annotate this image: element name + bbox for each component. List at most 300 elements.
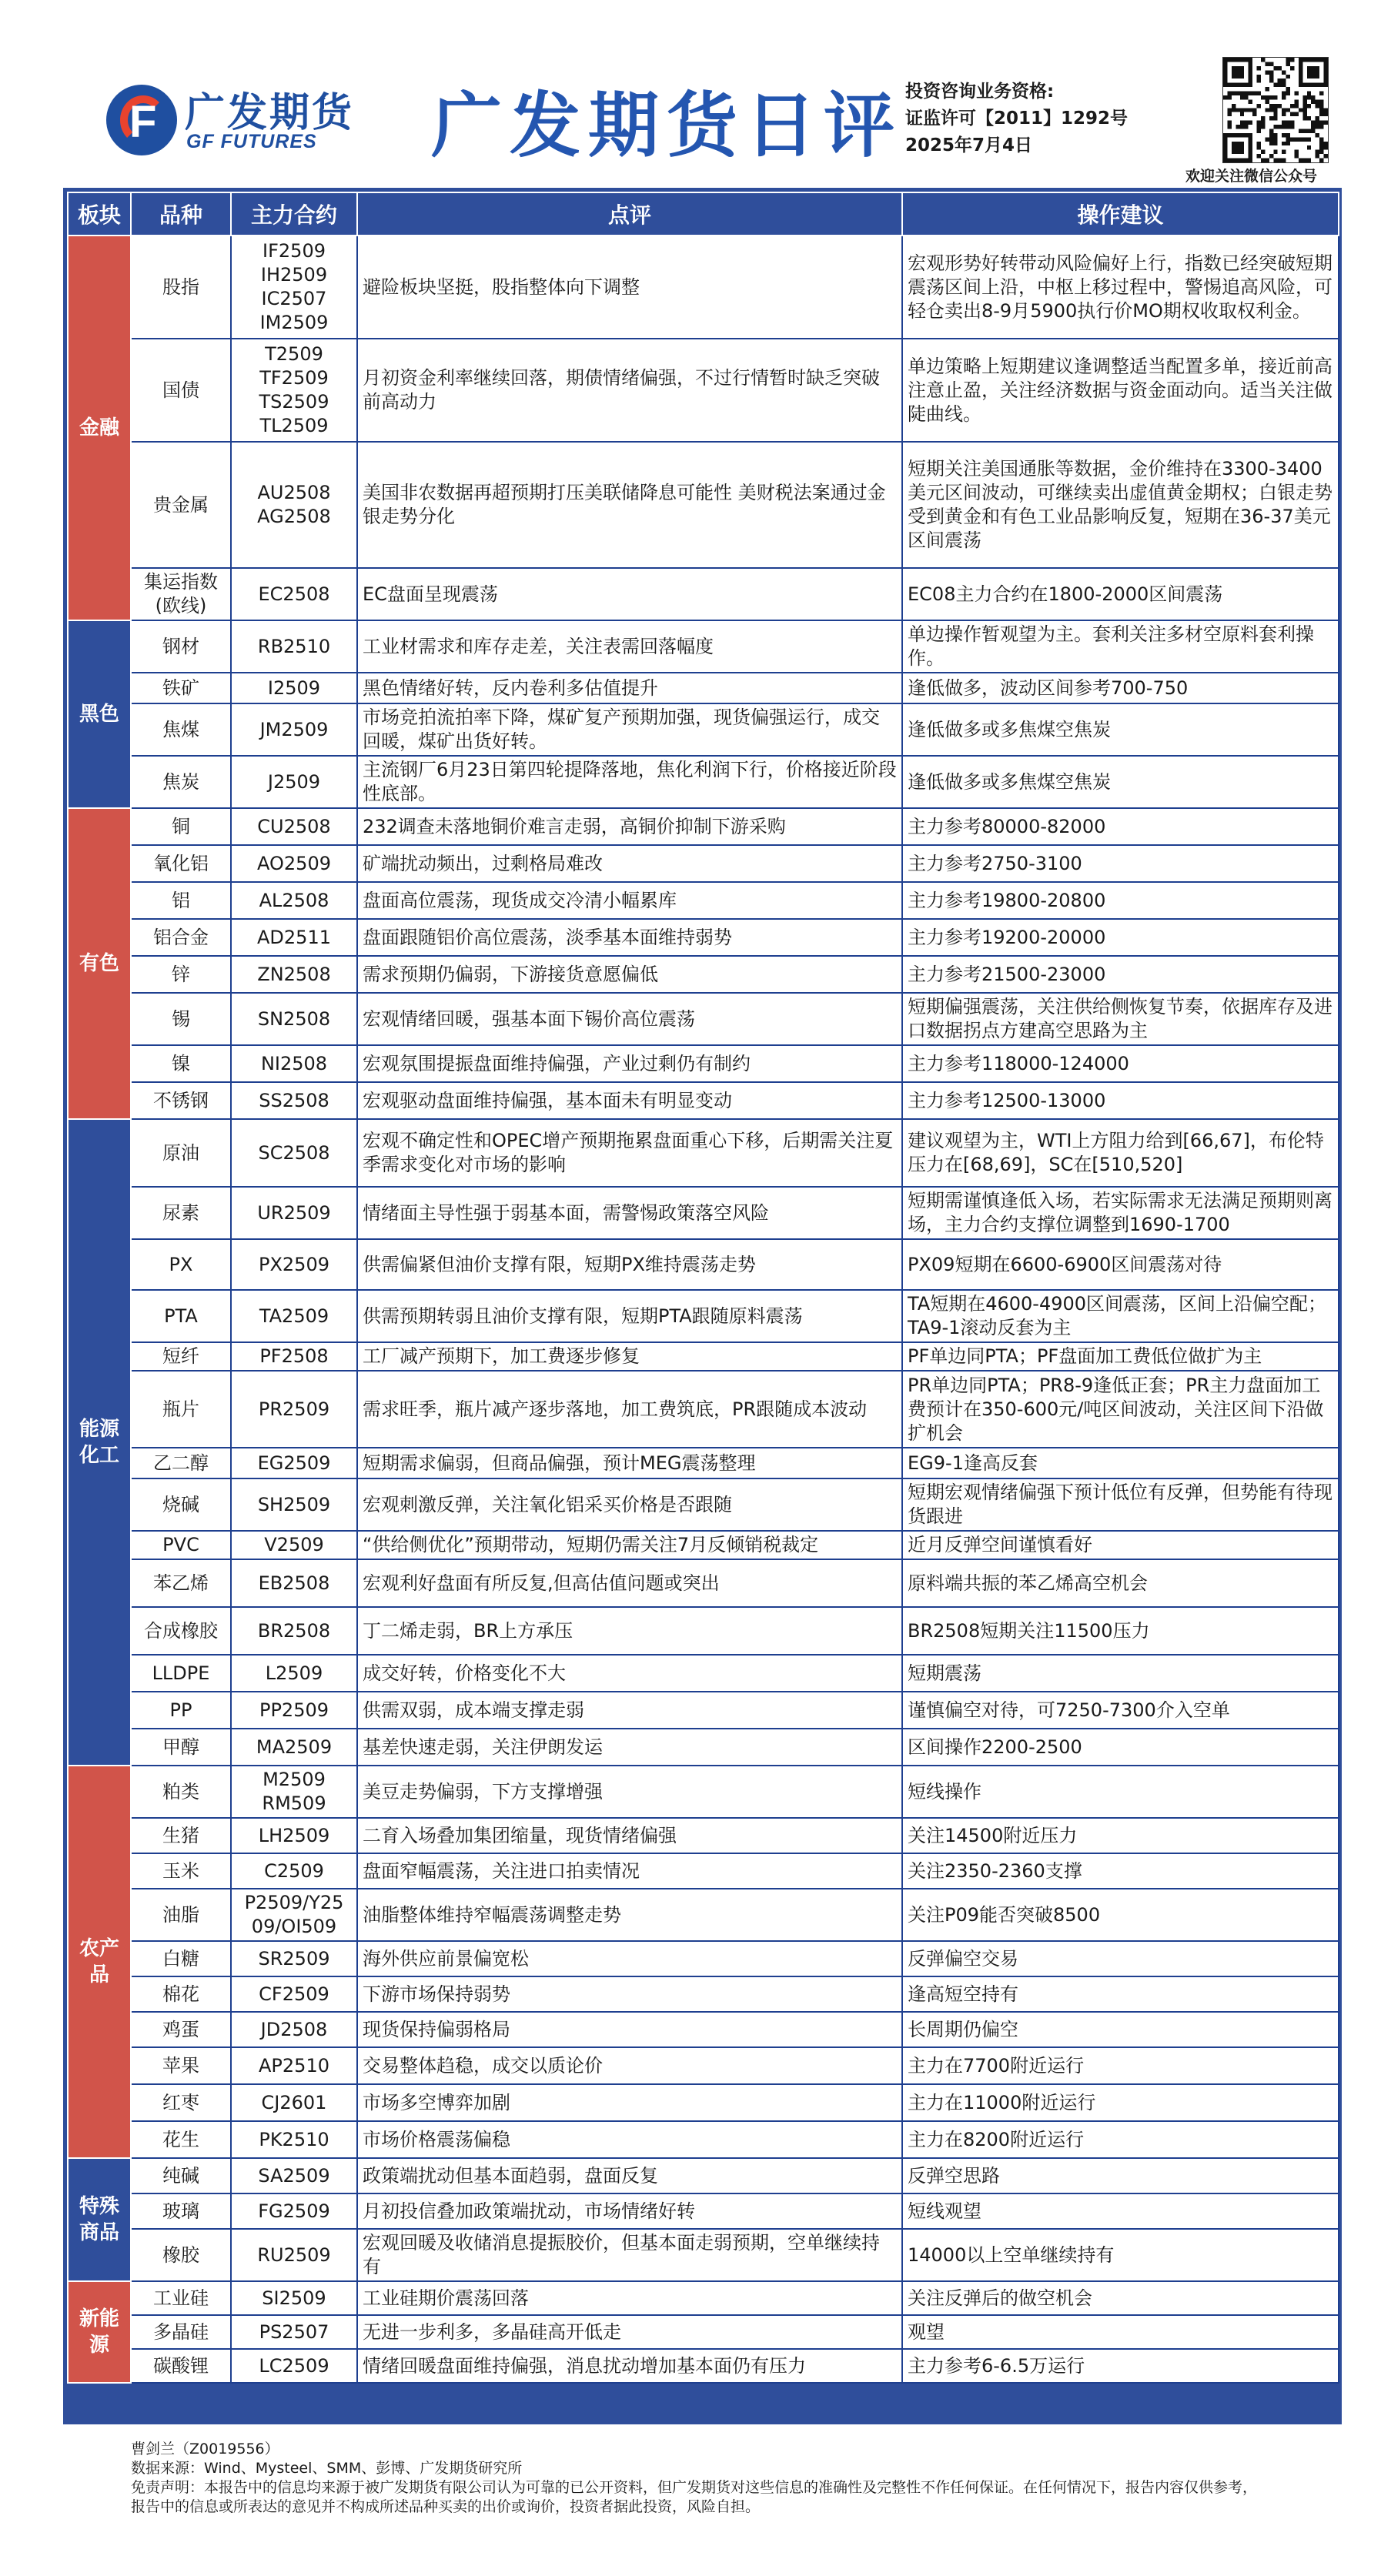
advice-cell: 逢高短空持有 — [902, 1976, 1339, 2012]
advice-cell: 主力参考6-6.5万运行 — [902, 2349, 1339, 2383]
table-row — [68, 1607, 1339, 1655]
advice-cell: 原料端共振的苯乙烯高空机会 — [902, 1559, 1339, 1607]
qr-module — [1269, 142, 1273, 145]
logo-letter: F — [129, 97, 157, 147]
qr-module — [1257, 75, 1261, 79]
qr-module — [1261, 150, 1265, 154]
qr-module — [1265, 108, 1269, 112]
comment-cell: 232调查未落地铜价难言走弱，高铜价抑制下游采购 — [357, 808, 902, 845]
comment-cell: 宏观驱动盘面维持偏强，基本面未有明显变动 — [357, 1082, 902, 1119]
comment-cell: 宏观不确定性和OPEC增产预期拖累盘面重心下移，后期需关注夏季需求变化对市场的影响 — [357, 1119, 902, 1187]
contract-cell: BR2508 — [231, 1607, 357, 1655]
qr-module — [1282, 92, 1286, 95]
advice-cell: 短线观望 — [902, 2193, 1339, 2229]
variety-cell: 镍 — [131, 1045, 231, 1082]
variety-cell: 铝合金 — [131, 919, 231, 956]
qr-module — [1278, 104, 1282, 108]
qr-module — [1294, 104, 1298, 108]
advice-cell: 长周期仍偏空 — [902, 2012, 1339, 2047]
disclaimer-line: 报告中的信息或所表达的意见并不构成所述品种买卖的出价或询价，投资者据此投资，风险自担。 — [131, 2498, 761, 2515]
variety-cell: 锡 — [131, 993, 231, 1045]
qr-module — [1227, 92, 1231, 95]
contract-cell: L2509 — [231, 1655, 357, 1692]
comment-cell: 盘面窄幅震荡，关注进口拍卖情况 — [357, 1853, 902, 1889]
qr-module — [1302, 95, 1306, 99]
contract-cell: PK2510 — [231, 2121, 357, 2158]
qr-module — [1299, 159, 1302, 162]
qr-module — [1269, 133, 1273, 137]
variety-cell: 玉米 — [131, 1853, 231, 1889]
variety-cell: 股指 — [131, 236, 231, 339]
variety-cell: 红枣 — [131, 2084, 231, 2121]
table-row — [68, 703, 1339, 756]
qr-module — [1282, 95, 1286, 99]
qr-module — [1294, 137, 1298, 141]
qr-module — [1240, 121, 1244, 125]
qr-module — [1265, 70, 1269, 74]
qr-module — [1282, 159, 1286, 162]
contract-cell: LC2509 — [231, 2349, 357, 2383]
qr-module — [1261, 159, 1265, 162]
qr-module — [1273, 66, 1277, 70]
contract-cell: SC2508 — [231, 1119, 357, 1187]
table-row — [68, 919, 1339, 956]
contract-cell: SN2508 — [231, 993, 357, 1045]
advice-cell: BR2508短期关注11500压力 — [902, 1607, 1339, 1655]
comment-cell: 工业材需求和库存走差，关注表需回落幅度 — [357, 620, 902, 673]
qr-module — [1286, 108, 1290, 112]
qr-module — [1319, 150, 1323, 154]
table-row — [68, 568, 1339, 620]
table-row — [68, 1941, 1339, 1976]
contract-cell: TA2509 — [231, 1290, 357, 1342]
comment-cell: 成交好转，价格变化不大 — [357, 1655, 902, 1692]
qr-module — [1307, 92, 1311, 95]
qr-module — [1311, 125, 1315, 129]
variety-cell: 甲醇 — [131, 1729, 231, 1766]
qr-module — [1227, 112, 1231, 116]
qr-module — [1244, 95, 1248, 99]
comment-cell: 二育入场叠加集团缩量，现货情绪偏强 — [357, 1818, 902, 1853]
variety-cell: 原油 — [131, 1119, 231, 1187]
advice-cell: 观望 — [902, 2315, 1339, 2349]
contract-cell: JD2508 — [231, 2012, 357, 2047]
report-footer — [131, 2440, 1332, 2517]
sector-cell — [68, 236, 131, 620]
comment-cell: 美豆走势偏弱，下方支撑增强 — [357, 1766, 902, 1818]
contract-cell: SH2509 — [231, 1478, 357, 1531]
comment-cell: 海外供应前景偏宽松 — [357, 1941, 902, 1976]
variety-cell: 乙二醇 — [131, 1448, 231, 1478]
table-row — [68, 1818, 1339, 1853]
qr-module — [1249, 108, 1252, 112]
sector-label: 能源 化工 — [79, 1418, 119, 1467]
variety-cell: 钢材 — [131, 620, 231, 673]
qr-module — [1294, 99, 1298, 103]
comment-cell: 油脂整体维持窄幅震荡调整走势 — [357, 1889, 902, 1941]
advice-cell: 短线操作 — [902, 1766, 1339, 1818]
qr-module — [1319, 108, 1323, 112]
table-header-row — [68, 192, 1339, 236]
sector-cell — [68, 620, 131, 808]
variety-cell: 花生 — [131, 2121, 231, 2158]
table-body — [68, 236, 1339, 2383]
qr-module — [1290, 125, 1294, 129]
logo-chinese-name: 广发期货 — [185, 90, 355, 136]
qr-module — [1282, 70, 1286, 74]
comment-cell: 避险板块坚挺，股指整体向下调整 — [357, 236, 902, 339]
advice-cell: 谨慎偏空对待，可7250-7300介入空单 — [902, 1692, 1339, 1729]
table-row — [68, 2121, 1339, 2158]
advice-cell: 主力在11000附近运行 — [902, 2084, 1339, 2121]
variety-cell: 油脂 — [131, 1889, 231, 1941]
variety-cell: 纯碱 — [131, 2158, 231, 2193]
qr-module — [1302, 137, 1306, 141]
qr-module — [1232, 108, 1236, 112]
variety-cell: 玻璃 — [131, 2193, 231, 2229]
qr-module — [1307, 137, 1311, 141]
comment-cell: 工厂减产预期下，加工费逐步修复 — [357, 1342, 902, 1371]
qr-module — [1299, 108, 1302, 112]
analyst-line: 曹剑兰（Z0019556） — [131, 2441, 279, 2457]
advice-cell: 关注P09能否突破8500 — [902, 1889, 1339, 1941]
header-sector: 板块 — [68, 192, 131, 236]
table-row — [68, 339, 1339, 442]
qr-module — [1269, 108, 1273, 112]
qr-module — [1286, 62, 1290, 65]
qr-module — [1252, 112, 1256, 116]
variety-cell: 铁矿 — [131, 673, 231, 703]
qr-module — [1269, 104, 1273, 108]
qr-module — [1257, 142, 1261, 145]
table-row — [68, 2047, 1339, 2084]
advice-cell: 短期关注美国通胀等数据，金价维持在3300-3400美元区间波动，可继续卖出虚值黄金期权；白银走势受到黄金和有色工业品影响反复，短期在36-37美元区间震荡 — [902, 442, 1339, 568]
qr-module — [1269, 62, 1273, 65]
contract-cell: C2509 — [231, 1853, 357, 1889]
qr-module — [1257, 121, 1261, 125]
qr-module — [1240, 112, 1244, 116]
variety-cell: 焦炭 — [131, 756, 231, 808]
qualification-info — [905, 79, 1128, 159]
qr-module — [1294, 92, 1298, 95]
qr-module — [1319, 137, 1323, 141]
qr-module — [1278, 125, 1282, 129]
qr-module — [1252, 92, 1256, 95]
daily-review-table-frame — [63, 188, 1342, 2424]
qr-module — [1227, 125, 1231, 129]
sector-cell — [68, 808, 131, 1119]
qr-module — [1307, 66, 1319, 79]
qr-module — [1244, 108, 1248, 112]
comment-cell: 供需预期转弱且油价支撑有限，短期PTA跟随原料震荡 — [357, 1290, 902, 1342]
advice-cell: 逢低做多，波动区间参考700-750 — [902, 673, 1339, 703]
variety-cell: 氧化铝 — [131, 845, 231, 882]
variety-cell: 瓶片 — [131, 1371, 231, 1448]
qr-module — [1302, 116, 1306, 120]
contract-cell: CF2509 — [231, 1976, 357, 2012]
qr-module — [1316, 116, 1319, 120]
qr-module — [1273, 116, 1277, 120]
report-date: 2025年7月4日 — [905, 135, 1033, 155]
qr-module — [1324, 145, 1328, 149]
qr-module — [1269, 70, 1273, 74]
contract-cell: P2509/Y25 09/OI509 — [231, 1889, 357, 1941]
qr-module — [1261, 116, 1265, 120]
header-contract: 主力合约 — [231, 192, 357, 236]
contract-cell: AP2510 — [231, 2047, 357, 2084]
qr-module — [1269, 129, 1273, 132]
comment-cell: 情绪面主导性强于弱基本面，需警惕政策落空风险 — [357, 1187, 902, 1239]
qr-module — [1319, 159, 1323, 162]
variety-cell: 橡胶 — [131, 2229, 231, 2281]
qr-module — [1273, 137, 1277, 141]
comment-cell: 宏观回暖及收储消息提振胶价，但基本面走弱预期，空单继续持有 — [357, 2229, 902, 2281]
qr-module — [1282, 125, 1286, 129]
qr-module — [1299, 137, 1302, 141]
qr-module — [1269, 95, 1273, 99]
qr-module — [1265, 87, 1269, 91]
qr-module — [1294, 154, 1298, 158]
variety-cell: 锌 — [131, 956, 231, 993]
qr-module — [1269, 137, 1273, 141]
qr-module — [1227, 121, 1231, 125]
qr-module — [1286, 87, 1290, 91]
advice-cell: 主力参考19800-20800 — [902, 882, 1339, 919]
contract-cell: PS2507 — [231, 2315, 357, 2349]
comment-cell: 丁二烯走弱，BR上方承压 — [357, 1607, 902, 1655]
wechat-qr-code-icon[interactable] — [1222, 57, 1329, 163]
variety-cell: 苹果 — [131, 2047, 231, 2084]
qr-module — [1273, 133, 1277, 137]
variety-cell: PVC — [131, 1531, 231, 1559]
qr-module — [1319, 142, 1323, 145]
variety-cell: 生猪 — [131, 1818, 231, 1853]
qr-module — [1282, 142, 1286, 145]
table-row — [68, 1290, 1339, 1342]
contract-cell: SA2509 — [231, 2158, 357, 2193]
table-row — [68, 1082, 1339, 1119]
qr-module — [1302, 104, 1306, 108]
contract-cell: AU2508 AG2508 — [231, 442, 357, 568]
comment-cell: 美国非农数据再超预期打压美联储降息可能性 美财税法案通过金银走势分化 — [357, 442, 902, 568]
advice-cell: PF单边同PTA；PF盘面加工费低位做扩为主 — [902, 1342, 1339, 1371]
variety-cell: 尿素 — [131, 1187, 231, 1239]
table-row — [68, 442, 1339, 568]
qr-module — [1311, 99, 1315, 103]
comment-cell: 短期需求偏弱，但商品偏强，预计MEG震荡整理 — [357, 1448, 902, 1478]
qr-module — [1278, 66, 1282, 70]
qr-module — [1282, 150, 1286, 154]
qr-module — [1286, 92, 1290, 95]
qr-module — [1286, 142, 1290, 145]
qr-module — [1278, 159, 1282, 162]
qr-module — [1290, 121, 1294, 125]
advice-cell: PR单边同PTA；PR8-9逢低正套；PR主力盘面加工费预计在350-600元/吨区间波动，关注区间下沿做扩机会 — [902, 1371, 1339, 1448]
qr-module — [1302, 108, 1306, 112]
table-row — [68, 845, 1339, 882]
table-row — [68, 2158, 1339, 2193]
advice-cell: EG9-1逢高反套 — [902, 1448, 1339, 1478]
advice-cell: 短期宏观情绪偏强下预计低位有反弹，但势能有待现货跟进 — [902, 1478, 1339, 1531]
qr-module — [1252, 108, 1256, 112]
comment-cell: 供需双弱，成本端支撑走弱 — [357, 1692, 902, 1729]
table-row — [68, 1448, 1339, 1478]
variety-cell: 白糖 — [131, 1941, 231, 1976]
qr-module — [1273, 112, 1277, 116]
qr-module — [1232, 92, 1236, 95]
contract-cell: JM2509 — [231, 703, 357, 756]
contract-cell: EB2508 — [231, 1559, 357, 1607]
comment-cell: 市场价格震荡偏稳 — [357, 2121, 902, 2158]
table-row — [68, 808, 1339, 845]
comment-cell: 宏观情绪回暖，强基本面下锡价高位震荡 — [357, 993, 902, 1045]
advice-cell: EC08主力合约在1800-2000区间震荡 — [902, 568, 1339, 620]
qr-module — [1257, 66, 1261, 70]
table-row — [68, 1045, 1339, 1082]
comment-cell: 下游市场保持弱势 — [357, 1976, 902, 2012]
contract-cell: CU2508 — [231, 808, 357, 845]
qr-module — [1227, 95, 1231, 99]
variety-cell: 碳酸锂 — [131, 2349, 231, 2383]
qr-module — [1273, 142, 1277, 145]
advice-cell: 14000以上空单继续持有 — [902, 2229, 1339, 2281]
contract-cell: MA2509 — [231, 1729, 357, 1766]
advice-cell: TA短期在4600-4900区间震荡，区间上沿偏空配；TA9-1滚动反套为主 — [902, 1290, 1339, 1342]
qr-module — [1307, 159, 1311, 162]
qr-module — [1282, 121, 1286, 125]
contract-cell: NI2508 — [231, 1045, 357, 1082]
sector-cell — [68, 1766, 131, 2158]
advice-cell: 主力参考2750-3100 — [902, 845, 1339, 882]
qr-module — [1319, 104, 1323, 108]
table-row — [68, 882, 1339, 919]
qr-module — [1261, 58, 1265, 62]
qr-module — [1319, 92, 1323, 95]
qr-module — [1269, 154, 1273, 158]
advice-cell: 主力参考118000-124000 — [902, 1045, 1339, 1082]
qr-module — [1324, 112, 1328, 116]
contract-cell: IF2509 IH2509 IC2507 IM2509 — [231, 236, 357, 339]
advice-cell: 主力在7700附近运行 — [902, 2047, 1339, 2084]
advice-cell: 宏观形势好转带动风险偏好上行，指数已经突破短期震荡区间上沿，中枢上移过程中，警惕追高风险，可轻仓卖出8-9月5900执行价MO期权收取权利金。 — [902, 236, 1339, 339]
sector-label: 农产品 — [79, 1937, 119, 1986]
variety-cell: PTA — [131, 1290, 231, 1342]
table-row — [68, 236, 1339, 339]
report-header — [0, 0, 1391, 185]
qr-module — [1286, 75, 1290, 79]
qr-module — [1302, 99, 1306, 103]
qr-module — [1265, 95, 1269, 99]
qr-module — [1302, 112, 1306, 116]
variety-cell: LLDPE — [131, 1655, 231, 1692]
advice-cell: 近月反弹空间谨慎看好 — [902, 1531, 1339, 1559]
logo-english-name: GF FUTURES — [186, 131, 317, 152]
qr-module — [1244, 125, 1248, 129]
advice-cell: 单边策略上短期建议逢调整适当配置多单，接近前高注意止盈，关注经济数据与资金面动向。适当关注做陡曲线。 — [902, 339, 1339, 442]
qr-module — [1307, 145, 1311, 149]
sector-cell — [68, 1119, 131, 1766]
qr-module — [1236, 125, 1239, 129]
qr-module — [1261, 121, 1265, 125]
qr-module — [1249, 99, 1252, 103]
qr-module — [1244, 121, 1248, 125]
advice-cell: 主力参考21500-23000 — [902, 956, 1339, 993]
qr-module — [1299, 129, 1302, 132]
gf-logo-icon — [106, 85, 177, 155]
advice-cell: PX09短期在6600-6900区间震荡对待 — [902, 1239, 1339, 1290]
comment-cell: 政策端扰动但基本面趋弱，盘面反复 — [357, 2158, 902, 2193]
qr-module — [1319, 125, 1323, 129]
qr-module — [1307, 95, 1311, 99]
comment-cell: 工业硅期价震荡回落 — [357, 2281, 902, 2315]
contract-cell: T2509 TF2509 TS2509 TL2509 — [231, 339, 357, 442]
qr-module — [1273, 150, 1277, 154]
qr-module — [1286, 133, 1290, 137]
header-advice: 操作建议 — [902, 192, 1339, 236]
contract-cell: SS2508 — [231, 1082, 357, 1119]
sector-label: 新能源 — [79, 2307, 119, 2357]
comment-cell: 盘面跟随铝价高位震荡，淡季基本面维持弱势 — [357, 919, 902, 956]
contract-cell: EC2508 — [231, 568, 357, 620]
table-row — [68, 1531, 1339, 1559]
qr-module — [1282, 79, 1286, 82]
qr-module — [1307, 116, 1311, 120]
contract-cell: RU2509 — [231, 2229, 357, 2281]
comment-cell: 需求旺季，瓶片减产逐步落地，加工费筑底，PR跟随成本波动 — [357, 1371, 902, 1448]
variety-cell: PP — [131, 1692, 231, 1729]
contract-cell: FG2509 — [231, 2193, 357, 2229]
advice-cell: 主力参考80000-82000 — [902, 808, 1339, 845]
advice-cell: 反弹偏空交易 — [902, 1941, 1339, 1976]
qr-module — [1316, 125, 1319, 129]
qr-module — [1282, 83, 1286, 87]
variety-cell: 铝 — [131, 882, 231, 919]
table-row — [68, 1342, 1339, 1371]
qr-module — [1302, 129, 1306, 132]
qr-module — [1232, 104, 1236, 108]
sector-label: 黑色 — [79, 703, 119, 726]
comment-cell: 宏观利好盘面有所反复,但高估值问题或突出 — [357, 1559, 902, 1607]
table-row — [68, 673, 1339, 703]
table-row — [68, 1239, 1339, 1290]
variety-cell: 粕类 — [131, 1766, 231, 1818]
contract-cell: PR2509 — [231, 1371, 357, 1448]
table-row — [68, 2084, 1339, 2121]
qr-module — [1257, 125, 1261, 129]
table-row — [68, 1766, 1339, 1818]
qr-module — [1273, 83, 1277, 87]
wechat-caption: 欢迎关注微信公众号 — [1185, 168, 1318, 185]
sector-cell — [68, 2281, 131, 2383]
table-row — [68, 1371, 1339, 1448]
qr-module — [1232, 66, 1244, 79]
header-variety: 品种 — [131, 192, 231, 236]
table-row — [68, 2012, 1339, 2047]
variety-cell: 烧碱 — [131, 1478, 231, 1531]
contract-cell: EG2509 — [231, 1448, 357, 1478]
qr-module — [1311, 121, 1315, 125]
comment-cell: 月初资金利率继续回落，期债情绪偏强，不过行情暂时缺乏突破前高动力 — [357, 339, 902, 442]
comment-cell: 现货保持偏弱格局 — [357, 2012, 902, 2047]
advice-cell: 短期震荡 — [902, 1655, 1339, 1692]
contract-cell: UR2509 — [231, 1187, 357, 1239]
comment-cell: 矿端扰动频出，过剩格局难改 — [357, 845, 902, 882]
sector-label: 金融 — [79, 416, 119, 439]
advice-cell: 单边操作暂观望为主。套利关注多材空原料套利操作。 — [902, 620, 1339, 673]
advice-cell: 区间操作2200-2500 — [902, 1729, 1339, 1766]
qr-module — [1290, 58, 1294, 62]
qr-module — [1294, 112, 1298, 116]
